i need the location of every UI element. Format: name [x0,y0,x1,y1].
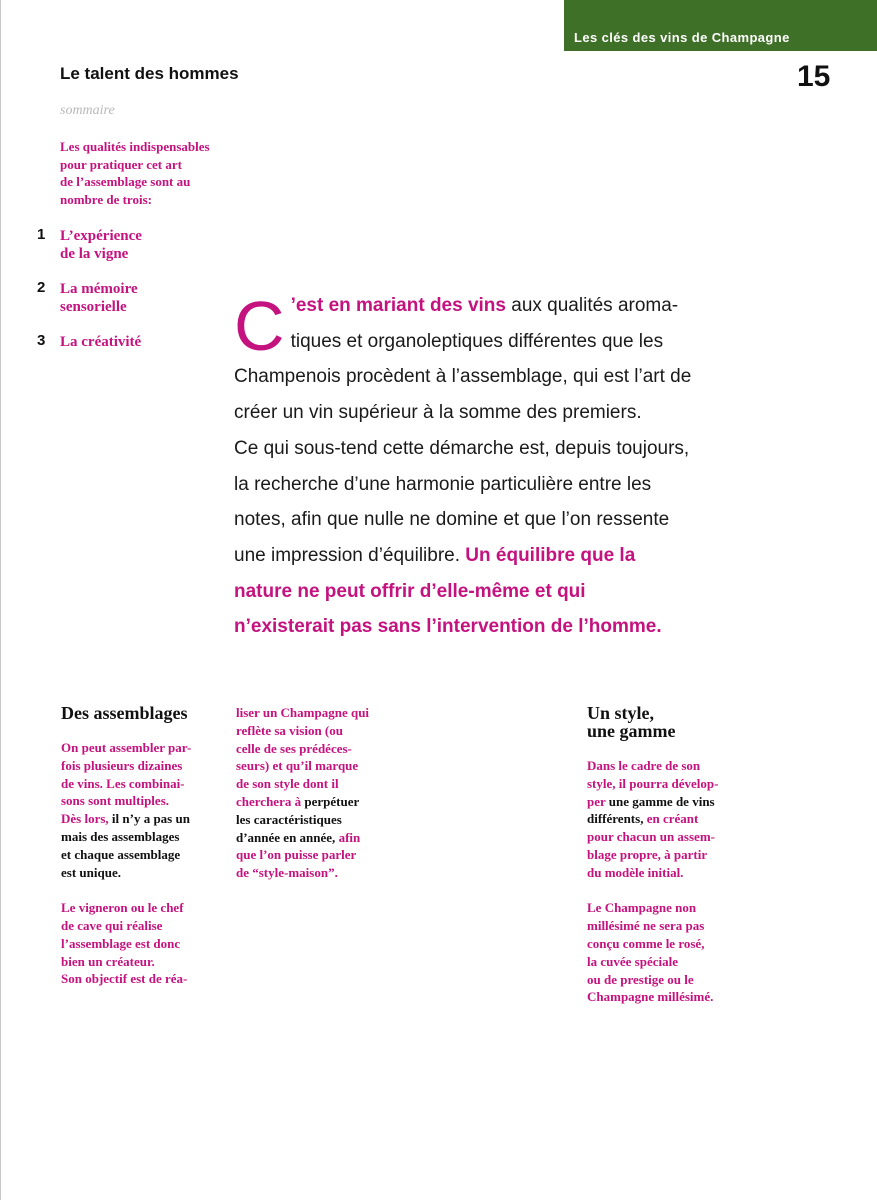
lead-line: Champenois procèdent à l’assemblage, qui est l’art de [234,366,692,388]
text-span: per [587,793,606,809]
heading-line: Un style, [587,703,654,723]
text-line: blage propre, à partir [587,846,708,862]
text-line: liser un Champagne qui [236,705,370,720]
intro-line: Les qualités indispensables [60,139,210,154]
lead-line: créer un vin supérieur à la somme des premiers. [234,402,642,424]
toc-label [60,227,210,263]
text-line: de cave qui réalise [61,917,163,933]
text-line: fois plusieurs dizaines [61,757,183,773]
page-edge-rule [0,0,1,1200]
heading-line: une gamme [587,721,676,741]
text-line: celle de ses prédéces- [236,740,352,756]
header-band [564,0,877,51]
text-line: style, il pourra dévelop- [587,775,719,791]
section-title: Le talent des hommes [60,64,239,83]
text-line: de vins. Les combinai- [61,775,185,791]
text-line: Le Champagne non [587,900,697,916]
toc-number: 1 [37,226,46,243]
text-span: différents, [587,811,644,827]
toc-label-line: de la vigne [60,246,129,262]
lead-line: la recherche d’une harmonie particulière entre les [234,473,652,495]
text-line [236,793,401,811]
text-span: perpétuer [301,793,360,809]
text-line: Le vigneron ou le chef [61,900,184,916]
text-line [61,810,226,828]
intro-line: de l’assemblage sont au [60,174,191,189]
text-line: est unique. [61,864,121,880]
text-line: conçu comme le rosé, [587,935,705,951]
lead-emphasis: ’est en mariant des vins [290,295,506,316]
lead-emphasis: Un équilibre que la [460,544,636,566]
intro-line: pour pratiquer cet art [60,156,182,172]
toc-number: 3 [37,332,46,349]
text-line: Champagne millésimé. [587,989,714,1005]
text-line: Son objectif est de réa- [61,971,188,987]
text-line: Dans le cadre de son [587,758,701,773]
text-line: seurs) et qu’il marque [236,758,359,774]
lead-line: n’existerait pas sans l’intervention de l’homme. [234,616,662,638]
sommaire-label: sommaire [60,103,115,118]
toc-number: 2 [37,279,46,296]
text-line: la cuvée spéciale [587,953,678,969]
text-line: ou de prestige ou le [587,971,694,987]
toc-label [60,280,210,316]
drop-cap: C [234,287,285,365]
lead-text: une impression d’équilibre. [234,544,461,566]
column-2-text [236,704,401,882]
text-line: l’assemblage est donc [61,935,181,951]
lead-line [234,538,769,574]
column-heading-assemblages: Des assemblages [61,703,188,723]
text-line [236,829,401,847]
lead-line: Ce qui sous-tend cette démarche est, depuis toujours, [234,437,690,459]
text-line: bien un créateur. [61,953,155,969]
lead-line: tiques et organoleptiques différentes que les [290,330,664,352]
text-line: mais des assemblages [61,828,180,844]
toc-label-line: sensorielle [60,299,127,315]
text-span: il n’y a pas un [108,811,190,827]
text-line [587,793,752,811]
text-span: en créant [643,811,699,827]
text-span: afin [335,829,361,845]
text-span: Dès lors, [61,811,109,827]
text-line: les caractéristiques [236,811,342,827]
sidebar-intro [60,138,230,208]
toc-label-line: L’expérience [60,228,142,244]
toc-label-line: La mémoire [60,281,138,297]
text-line: reflète sa vision (ou [236,722,343,738]
toc-label [60,333,210,351]
lead-line: nature ne peut offrir d’elle-même et qui [234,580,586,602]
page-number: 15 [797,60,831,93]
text-line: de “style-maison”. [236,865,338,881]
intro-line: nombre de trois: [60,191,152,207]
text-line: millésimé ne sera pas [587,918,705,934]
text-span: cherchera à [236,793,302,809]
text-line: de son style dont il [236,776,339,792]
column-1-text [61,739,226,988]
text-line: pour chacun un assem- [587,829,715,845]
text-line: On peut assembler par- [61,740,192,755]
lead-paragraph [234,288,769,645]
header-band-text: Les clés des vins de Champagne [574,30,790,45]
column-3-text [587,757,752,1006]
text-line [587,810,752,828]
text-span: une gamme de vins [605,793,715,809]
lead-text: aux qualités aroma- [505,295,679,316]
lead-line [234,288,769,324]
text-line: que l’on puisse parler [236,847,357,863]
lead-line: notes, afin que nulle ne domine et que l’on ressente [234,509,670,531]
text-line: et chaque assemblage [61,846,181,862]
toc-label-line: La créativité [60,334,142,350]
text-span: d’année en année, [236,829,336,845]
text-line: du modèle initial. [587,864,684,880]
column-heading-style [587,704,676,740]
text-line: sons sont multiples. [61,793,169,809]
